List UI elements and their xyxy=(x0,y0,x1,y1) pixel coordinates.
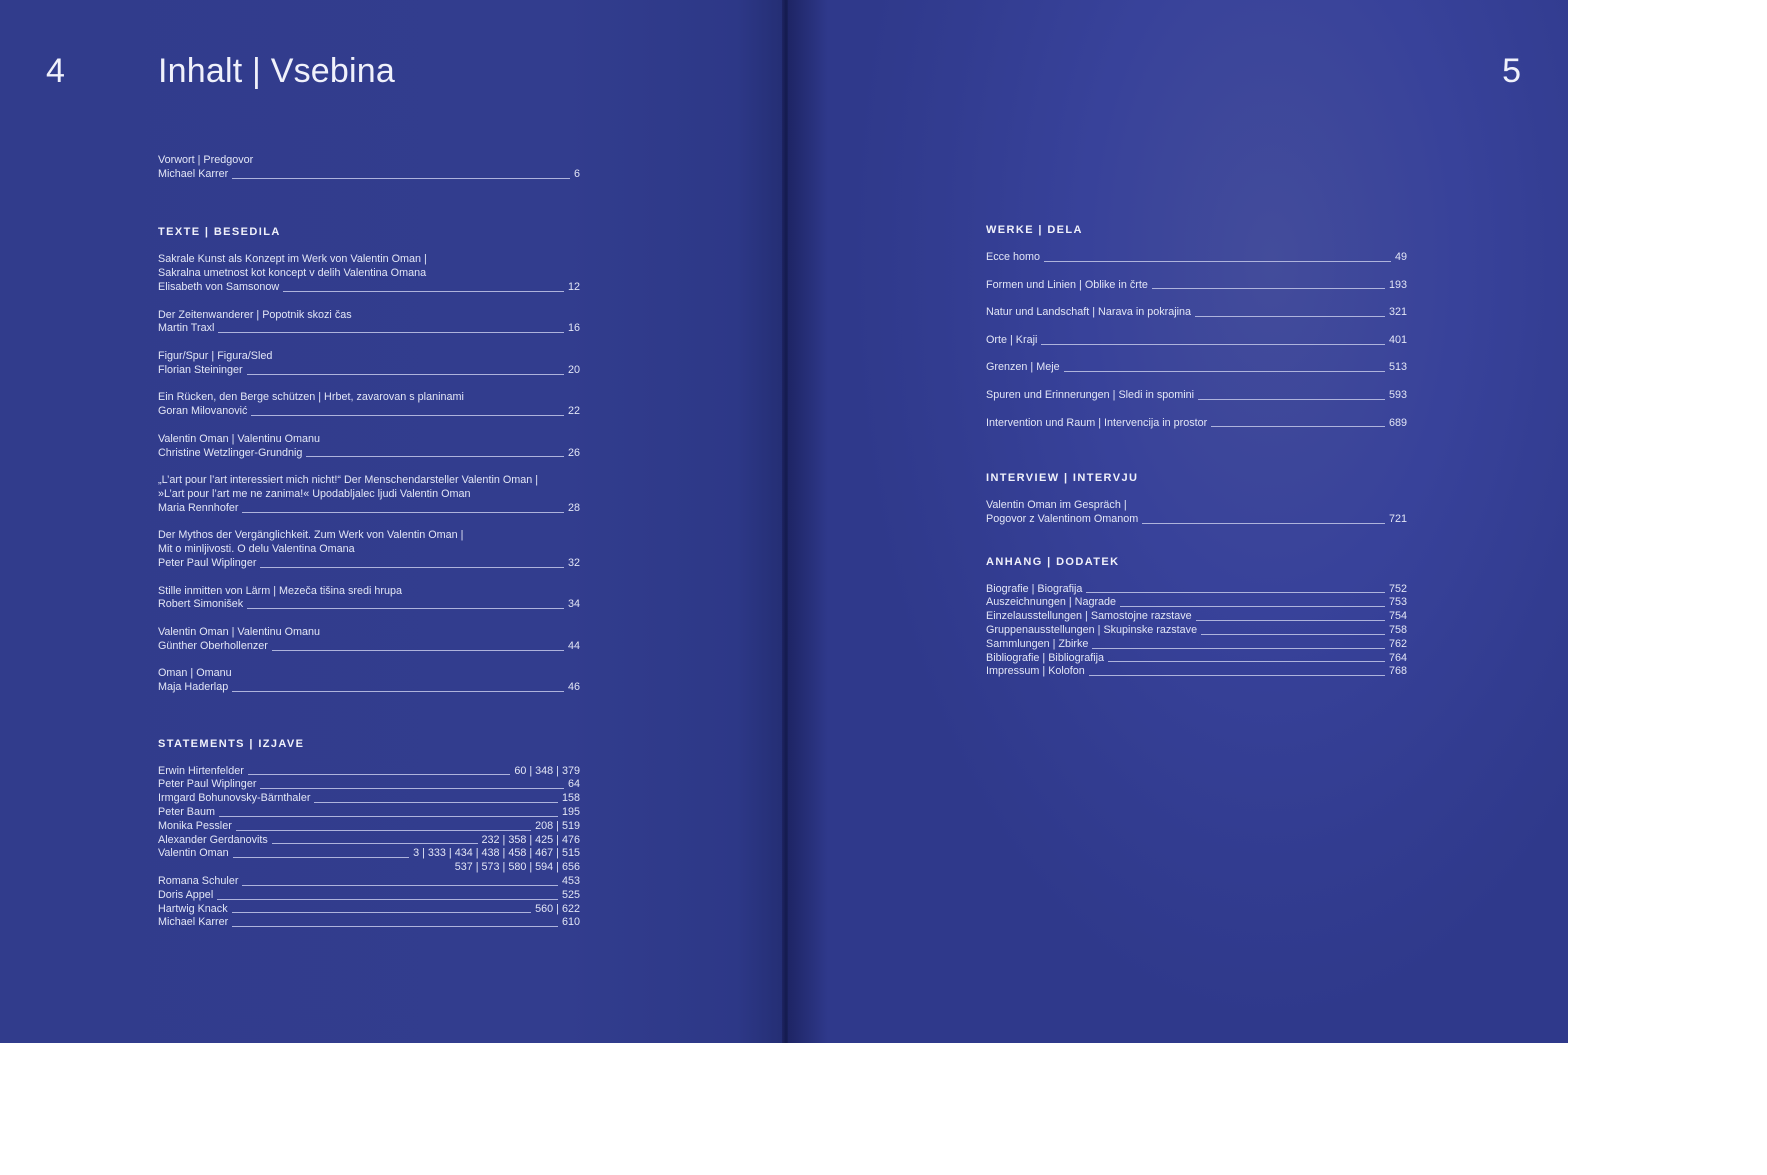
entry-last-row xyxy=(986,513,1407,527)
entry-page-number: 44 xyxy=(567,639,580,652)
entry-title-line: Valentin Oman im Gespräch | xyxy=(986,499,1127,512)
toc-row xyxy=(158,806,580,820)
toc-row xyxy=(986,389,1407,403)
toc-row xyxy=(986,665,1407,679)
entry-page-number: 12 xyxy=(567,280,580,293)
toc-entry xyxy=(158,626,580,654)
entry-author: Günther Oberhollenzer xyxy=(158,639,268,652)
toc-row xyxy=(986,417,1407,431)
entry-title-line: Der Zeitenwanderer | Popotnik skozi čas xyxy=(158,308,352,321)
toc-left-column xyxy=(158,154,580,930)
toc-entry xyxy=(158,309,580,337)
dot-leader xyxy=(1195,316,1385,317)
entry-title-line: „L’art pour l’art interessiert mich nicht!“ Der Menschendarsteller Valentin Oman | xyxy=(158,474,539,487)
entry-author: Martin Traxl xyxy=(158,322,215,335)
toc-row xyxy=(986,638,1407,652)
toc-entry xyxy=(986,389,1407,403)
entry-author-row xyxy=(158,168,580,182)
left-page xyxy=(0,0,784,1043)
toc-row xyxy=(158,916,580,930)
statement-pages: 232 | 358 | 425 | 476 xyxy=(481,833,580,846)
toc-row xyxy=(158,640,580,654)
entry-page-number: 34 xyxy=(567,598,580,611)
toc-row xyxy=(158,598,580,612)
dot-leader xyxy=(247,608,564,609)
dot-leader xyxy=(242,885,558,886)
dot-leader xyxy=(260,567,564,568)
dot-leader xyxy=(218,332,564,333)
toc-entry xyxy=(158,350,580,378)
toc-row xyxy=(158,778,580,792)
appendix-page-number: 768 xyxy=(1388,665,1407,678)
section-interview xyxy=(986,471,1407,527)
dot-leader xyxy=(251,415,564,416)
toc-entry-preface xyxy=(158,154,580,182)
entry-title-line: Oman | Omanu xyxy=(158,667,232,680)
entry-title-line: Sakrale Kunst als Konzept im Werk von Valentin Oman | xyxy=(158,253,427,266)
dot-leader xyxy=(1086,592,1385,593)
dot-leader xyxy=(242,512,564,513)
toc-row xyxy=(158,875,580,889)
statement-pages: 560 | 622 xyxy=(535,902,580,915)
dot-leader xyxy=(232,926,558,927)
entry-page-number: 513 xyxy=(1388,361,1407,374)
page-number: 5 xyxy=(1502,52,1521,90)
dot-leader xyxy=(1142,523,1385,524)
toc-row xyxy=(158,502,580,516)
dot-leader xyxy=(1044,261,1391,262)
appendix-page-number: 758 xyxy=(1388,623,1407,636)
werke-list xyxy=(986,251,1407,430)
entry-author: Goran Milovanović xyxy=(158,405,248,418)
dot-leader xyxy=(306,456,564,457)
entry-page-number: 22 xyxy=(567,405,580,418)
entry-title-line: Vorwort | Predgovor xyxy=(158,154,254,166)
toc-row xyxy=(986,334,1407,348)
toc-entry xyxy=(986,361,1407,375)
toc-row xyxy=(986,610,1407,624)
statement-name: Erwin Hirtenfelder xyxy=(158,764,244,777)
dot-leader xyxy=(233,857,409,858)
toc-row xyxy=(158,405,580,419)
statement-name: Valentin Oman xyxy=(158,847,229,860)
statement-name: Alexander Gerdanovits xyxy=(158,833,268,846)
dot-leader xyxy=(1108,661,1385,662)
dot-leader xyxy=(247,374,564,375)
statement-pages: 158 xyxy=(561,792,580,805)
entry-page-number: 401 xyxy=(1388,333,1407,346)
entry-page-number: 32 xyxy=(567,556,580,569)
toc-right-column xyxy=(986,223,1407,679)
entry-title: Orte | Kraji xyxy=(986,333,1038,346)
statement-pages: 610 xyxy=(561,916,580,929)
page-title: Inhalt | Vsebina xyxy=(158,52,395,90)
statement-name: Romana Schuler xyxy=(158,875,239,888)
toc-row xyxy=(986,279,1407,293)
entry-title-line: Figur/Spur | Figura/Sled xyxy=(158,349,273,362)
entry-page-number: 26 xyxy=(567,446,580,459)
dot-leader xyxy=(236,830,531,831)
statement-pages: 3 | 333 | 434 | 438 | 458 | 467 | 515 xyxy=(413,847,580,860)
toc-entry xyxy=(986,334,1407,348)
appendix-page-number: 754 xyxy=(1388,610,1407,623)
entry-title: Natur und Landschaft | Narava in pokrajina xyxy=(986,306,1192,319)
entry-author: Christine Wetzlinger-Grundnig xyxy=(158,446,303,459)
toc-row xyxy=(158,364,580,378)
dot-leader xyxy=(219,816,558,817)
entry-page-number: 16 xyxy=(567,322,580,335)
entry-page-number: 6 xyxy=(573,167,580,180)
section-texte xyxy=(158,225,580,695)
section-heading: INTERVIEW | INTERVJU xyxy=(986,472,1139,485)
toc-row xyxy=(158,281,580,295)
toc-row xyxy=(158,834,580,848)
statement-name: Monika Pessler xyxy=(158,819,232,832)
entry-page-number: 49 xyxy=(1394,251,1407,263)
toc-entry xyxy=(986,251,1407,265)
dot-leader xyxy=(1089,675,1385,676)
entry-title-line: Mit o minljivosti. O delu Valentina Omana xyxy=(158,543,355,556)
appendix-page-number: 764 xyxy=(1388,651,1407,664)
toc-row xyxy=(158,903,580,917)
toc-entry xyxy=(986,417,1407,431)
toc-row xyxy=(986,306,1407,320)
appendix-page-number: 762 xyxy=(1388,637,1407,650)
appendix-title: Bibliografie | Bibliografija xyxy=(986,651,1105,664)
toc-entry xyxy=(158,529,580,570)
appendix-page-number: 753 xyxy=(1388,596,1407,609)
toc-row xyxy=(986,583,1407,597)
entry-page-number: 689 xyxy=(1388,416,1407,429)
entry-author: Maja Haderlap xyxy=(158,681,229,694)
section-anhang xyxy=(986,555,1407,680)
statement-name: Irmgard Bohunovsky-Bärnthaler xyxy=(158,792,311,805)
entry-title: Grenzen | Meje xyxy=(986,361,1060,374)
entry-author: Robert Simonišek xyxy=(158,598,244,611)
dot-leader xyxy=(1092,648,1385,649)
dot-leader xyxy=(1211,426,1385,427)
toc-entry-interview xyxy=(986,499,1407,527)
toc-row xyxy=(158,557,580,571)
statement-name: Hartwig Knack xyxy=(158,902,228,915)
section-heading: WERKE | DELA xyxy=(986,224,1083,236)
appendix-title: Gruppenausstellungen | Skupinske razstave xyxy=(986,623,1198,636)
toc-entry xyxy=(158,474,580,515)
toc-entry xyxy=(158,585,580,613)
dot-leader xyxy=(314,802,558,803)
page-number: 4 xyxy=(46,52,65,90)
appendix-title: Einzelausstellungen | Samostojne razstave xyxy=(986,610,1192,623)
dot-leader xyxy=(272,650,564,651)
dot-leader xyxy=(272,843,478,844)
entry-title-line: Pogovor z Valentinom Omanom xyxy=(986,512,1139,525)
toc-row xyxy=(986,652,1407,666)
dot-leader xyxy=(217,899,558,900)
toc-row xyxy=(986,596,1407,610)
entry-page-number: 28 xyxy=(567,501,580,514)
appendix-title: Sammlungen | Zbirke xyxy=(986,637,1089,650)
toc-row xyxy=(158,820,580,834)
statement-pages: 64 xyxy=(567,778,580,791)
entry-title-line: Stille inmitten von Lärm | Mezeča tišina sredi hrupa xyxy=(158,584,403,597)
statement-pages: 208 | 519 xyxy=(535,819,580,832)
toc-row xyxy=(158,681,580,695)
toc-entry xyxy=(158,433,580,461)
statement-name: Peter Baum xyxy=(158,806,216,819)
entry-page-number: 721 xyxy=(1388,512,1407,525)
entry-title: Ecce homo xyxy=(986,251,1041,263)
toc-row xyxy=(158,861,580,875)
toc-row xyxy=(158,447,580,461)
toc-entry xyxy=(158,391,580,419)
dot-leader xyxy=(248,774,511,775)
statement-pages: 537 | 573 | 580 | 594 | 656 xyxy=(454,861,580,874)
statement-pages: 453 xyxy=(561,875,580,888)
statement-name: Michael Karrer xyxy=(158,916,229,929)
appendix-title: Biografie | Biografija xyxy=(986,582,1083,595)
dot-leader xyxy=(1198,399,1385,400)
entry-title-line: Ein Rücken, den Berge schützen | Hrbet, zavarovan s planinami xyxy=(158,391,464,404)
appendix-title: Auszeichnungen | Nagrade xyxy=(986,596,1117,609)
dot-leader xyxy=(232,691,564,692)
toc-entry xyxy=(158,253,580,294)
statements-list xyxy=(158,765,580,931)
dot-leader xyxy=(1120,606,1385,607)
toc-entry xyxy=(158,667,580,695)
appendix-page-number: 752 xyxy=(1388,582,1407,595)
entry-page-number: 46 xyxy=(567,681,580,694)
entry-page-number: 593 xyxy=(1388,388,1407,401)
toc-row xyxy=(158,322,580,336)
right-page xyxy=(788,0,1568,1043)
section-heading: TEXTE | BESEDILA xyxy=(158,226,281,239)
toc-row xyxy=(158,792,580,806)
texte-entries xyxy=(158,253,580,695)
appendix-title: Impressum | Kolofon xyxy=(986,665,1085,678)
entry-title: Spuren und Erinnerungen | Sledi in spomini xyxy=(986,388,1195,401)
entry-title-line: Valentin Oman | Valentinu Omanu xyxy=(158,432,321,445)
dot-leader xyxy=(1196,620,1385,621)
dot-leader xyxy=(260,788,564,789)
entry-author: Florian Steininger xyxy=(158,363,243,376)
entry-page-number: 20 xyxy=(567,363,580,376)
entry-title-line: Valentin Oman | Valentinu Omanu xyxy=(158,625,321,638)
toc-row xyxy=(986,251,1407,265)
section-heading: STATEMENTS | IZJAVE xyxy=(158,737,305,750)
entry-author: Michael Karrer xyxy=(158,167,229,180)
toc-row xyxy=(158,765,580,779)
entry-author: Maria Rennhofer xyxy=(158,501,239,514)
statement-name: Peter Paul Wiplinger xyxy=(158,778,257,791)
statement-pages: 525 xyxy=(561,888,580,901)
anhang-list xyxy=(986,583,1407,680)
entry-page-number: 321 xyxy=(1388,306,1407,319)
entry-title-line: Der Mythos der Vergänglichkeit. Zum Werk von Valentin Oman | xyxy=(158,529,464,542)
entry-title-line: Sakralna umetnost kot koncept v delih Valentina Omana xyxy=(158,267,427,280)
entry-title-line: »L’art pour l’art me ne zanima!« Upodabljalec ljudi Valentin Oman xyxy=(158,487,471,500)
toc-row xyxy=(158,847,580,861)
dot-leader xyxy=(1152,288,1385,289)
statement-name: Doris Appel xyxy=(158,888,214,901)
toc-entry xyxy=(986,279,1407,293)
statement-pages: 195 xyxy=(561,806,580,819)
dot-leader xyxy=(232,912,532,913)
dot-leader xyxy=(1201,634,1385,635)
dot-leader xyxy=(232,178,570,179)
entry-author: Peter Paul Wiplinger xyxy=(158,556,257,569)
entry-title: Formen und Linien | Oblike in črte xyxy=(986,278,1148,291)
toc-row xyxy=(986,624,1407,638)
section-statements xyxy=(158,737,580,931)
entry-title: Intervention und Raum | Intervencija in prostor xyxy=(986,416,1208,429)
toc-row xyxy=(986,361,1407,375)
toc-entry xyxy=(986,306,1407,320)
dot-leader xyxy=(283,291,564,292)
statement-pages: 60 | 348 | 379 xyxy=(514,764,580,777)
toc-row xyxy=(158,889,580,903)
dot-leader xyxy=(1041,344,1385,345)
entry-page-number: 193 xyxy=(1388,278,1407,291)
section-werke xyxy=(986,223,1407,430)
entry-author: Elisabeth von Samsonow xyxy=(158,280,280,293)
dot-leader xyxy=(1064,371,1385,372)
section-heading: ANHANG | DODATEK xyxy=(986,555,1120,568)
